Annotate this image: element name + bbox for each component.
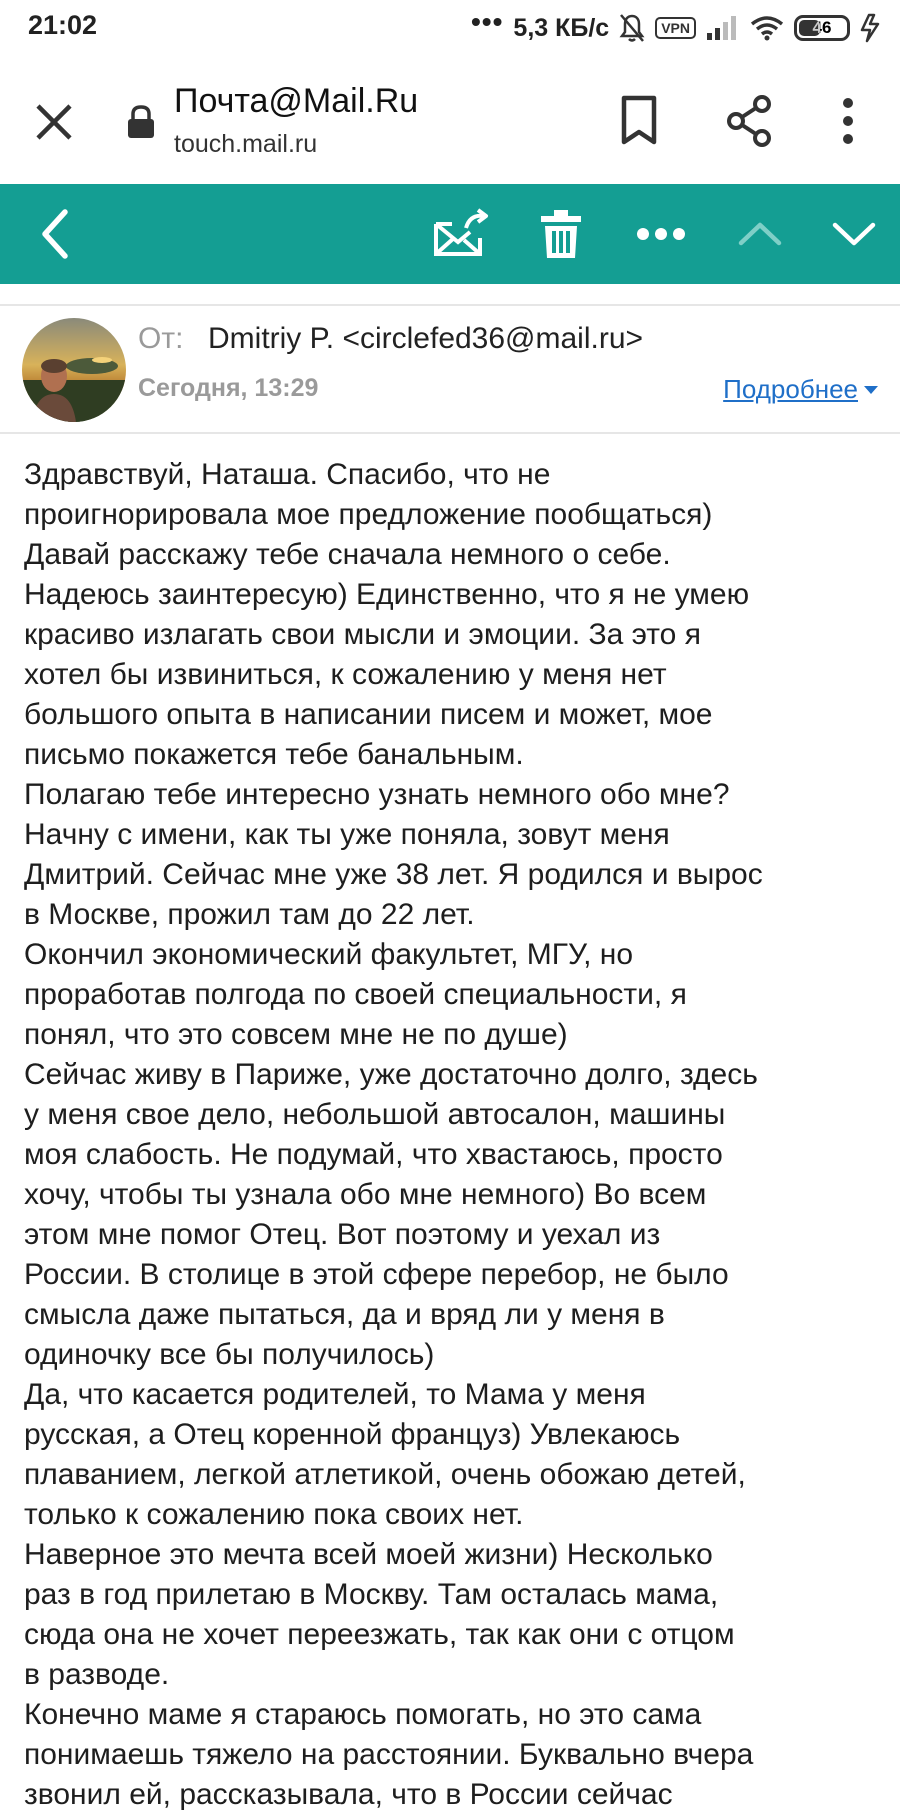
sent-date: Сегодня, 13:29 — [138, 374, 319, 402]
body-text-line: раз в год прилетаю в Москву. Там осталась мама, — [24, 1578, 719, 1611]
details-link[interactable] — [723, 374, 878, 405]
body-text-line: в Москве, прожил там до 22 лет. — [24, 898, 475, 931]
body-text-line: Конечно маме я стараюсь помогать, но это сама — [24, 1698, 702, 1731]
header-divider-bottom — [0, 432, 900, 434]
body-text-line: Сейчас живу в Париже, уже достаточно долго, здесь — [24, 1058, 758, 1091]
body-text-line: хочу, чтобы ты узнала обо мне немного) Во всем — [24, 1178, 707, 1211]
body-text-line: только к сожалению пока своих нет. — [24, 1498, 524, 1531]
share-icon — [724, 94, 774, 148]
details-link-label: Подробнее — [723, 374, 858, 404]
more-horiz-icon — [636, 226, 686, 242]
body-text-line: Надеюсь заинтересую) Единственно, что я не умею — [24, 578, 750, 611]
spam-icon — [432, 208, 492, 260]
body-text-line: сюда она не хочет переезжать, так как они с отцом — [24, 1618, 735, 1651]
body-text-line: в разводе. — [24, 1658, 170, 1691]
body-text-line: у меня свое дело, небольшой автосалон, машины — [24, 1098, 726, 1131]
body-text-line: большого опыта в написании писем и может, мое — [24, 698, 713, 731]
sender-avatar[interactable] — [22, 318, 126, 422]
body-text-line: письмо покажется тебе банальным. — [24, 738, 524, 771]
status-icons — [471, 8, 882, 48]
wifi-icon — [750, 15, 784, 41]
body-text-line: Давай расскажу тебе сначала немного о себе. — [24, 538, 671, 571]
activity-dots-icon: ••• — [471, 6, 504, 37]
body-text-line: Наверное это мечта всей моей жизни) Несколько — [24, 1538, 713, 1571]
body-text-line: понимаешь тяжело на расстоянии. Буквально вчера — [24, 1738, 754, 1771]
trash-icon — [539, 208, 583, 260]
body-text-line: хотел бы извиниться, к сожалению у меня нет — [24, 658, 667, 691]
signal-icon — [706, 15, 740, 41]
close-icon — [30, 98, 78, 146]
network-speed: 5,3 КБ/с — [513, 13, 610, 42]
body-text-line: России. В столице в этой сфере перебор, не было — [24, 1258, 729, 1291]
bookmark-button[interactable] — [616, 94, 662, 148]
spam-button[interactable] — [430, 200, 494, 268]
next-message-button[interactable] — [830, 200, 878, 268]
body-text-line: Да, что касается родителей, то Мама у меня — [24, 1378, 646, 1411]
from-label: От: — [138, 322, 184, 355]
body-text-line: проработав полгода по своей специальности, я — [24, 978, 687, 1011]
bookmark-icon — [616, 94, 662, 148]
chevron-down-icon — [831, 219, 877, 249]
body-text-line: одиночку все бы получилось) — [24, 1338, 435, 1371]
body-text-line: звонил ей, рассказывала, что в России сейчас — [24, 1778, 673, 1811]
delete-button[interactable] — [536, 200, 586, 268]
body-text-line: Начну с имени, как ты уже поняла, зовут меня — [24, 818, 670, 851]
site-title: Почта@Mail.Ru — [174, 82, 419, 120]
site-url[interactable]: touch.mail.ru — [174, 130, 318, 158]
body-text-line: плаванием, легкой атлетикой, очень обожаю детей, — [24, 1458, 746, 1491]
body-text-line: Полагаю тебе интересно узнать немного обо мне? — [24, 778, 730, 811]
mail-toolbar — [0, 184, 900, 284]
body-text-line: этом мне помог Отец. Вот поэтому и уехал из — [24, 1218, 661, 1251]
back-icon — [35, 204, 75, 264]
mute-bell-icon — [619, 13, 645, 43]
body-text-line: красиво излагать свои мысли и эмоции. За это я — [24, 618, 701, 651]
battery-level: 46 — [812, 18, 832, 37]
message-body — [24, 455, 890, 1815]
chevron-up-icon — [737, 219, 783, 249]
lock-icon — [126, 104, 156, 140]
more-actions-button[interactable] — [634, 200, 688, 268]
body-text-line: Окончил экономический факультет, МГУ, но — [24, 938, 634, 971]
body-text-line: понял, что это совсем мне не по душе) — [24, 1018, 568, 1051]
battery-indicator — [794, 15, 850, 41]
caret-down-icon — [864, 386, 878, 394]
more-vert-icon — [828, 94, 868, 148]
body-text-line: русская, а Отец коренной француз) Увлекаюсь — [24, 1418, 681, 1451]
body-text-line: проигнорировала мое предложение пообщаться) — [24, 498, 713, 531]
body-text-line: Здравствуй, Наташа. Спасибо, что не — [24, 458, 551, 491]
share-button[interactable] — [724, 94, 774, 148]
body-text-line: моя слабость. Не подумай, что хвастаюсь, просто — [24, 1138, 723, 1171]
previous-message-button[interactable] — [736, 200, 784, 268]
status-time: 21:02 — [28, 10, 98, 40]
sender-address[interactable]: Dmitriy P. <circlefed36@mail.ru> — [208, 322, 644, 355]
browser-bar — [0, 56, 900, 184]
status-bar — [0, 0, 900, 56]
body-text-line: Дмитрий. Сейчас мне уже 38 лет. Я родился и вырос — [24, 858, 763, 891]
charging-icon — [860, 13, 882, 43]
vpn-badge: VPN — [655, 17, 696, 39]
body-text-line: смысла даже пытаться, да и вряд ли у меня в — [24, 1298, 665, 1331]
browser-menu-button[interactable] — [828, 94, 868, 148]
back-button[interactable] — [30, 200, 80, 268]
close-button[interactable] — [30, 98, 78, 146]
header-divider-top — [0, 304, 900, 306]
